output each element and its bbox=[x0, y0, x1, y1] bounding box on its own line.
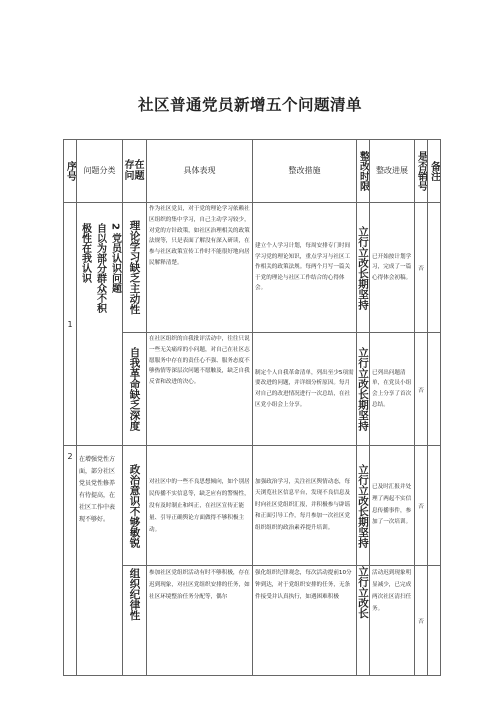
category-line: 2 党员认识问题 bbox=[109, 223, 121, 294]
row-completed: 否 bbox=[415, 446, 428, 566]
category-line: 极性在我认识 bbox=[79, 223, 91, 283]
row-deadline: 立行立改长 bbox=[357, 566, 370, 676]
row-manifestation: 参加社区党组织活动有时不够积极，存在迟到现象，对社区党组织安排的任务，如社区环境整治任务分配等，偶尔 bbox=[147, 566, 253, 676]
header-note: 备注 bbox=[428, 140, 441, 203]
row-measures: 强化组织纪律观念，每次活动提前10分钟到达，对于党组织安排的任务，无条件接受并认真执行，如遇困难积极 bbox=[253, 566, 357, 676]
row-problem: 自我革命缺乏深度 bbox=[123, 333, 147, 446]
row-deadline: 立行立改长期坚持 bbox=[357, 203, 370, 333]
header-category: 问题分类 bbox=[77, 140, 123, 203]
row-completed: 否 bbox=[415, 333, 428, 446]
row-progress: 活动迟到现象明显减少，已完成两次社区清扫任务。 bbox=[370, 566, 415, 676]
row-problem: 政治意识不够敏锐 bbox=[123, 446, 147, 566]
row-seq: 2 bbox=[64, 446, 77, 676]
header-manifestation: 具体表现 bbox=[147, 140, 253, 203]
row-category bbox=[77, 203, 123, 446]
row-note bbox=[428, 446, 441, 566]
row-manifestation: 对社区中的一些不良思想倾向，如个别居民传播不实信息等，缺乏应有的警惕性，没有及时制止和纠正，在社区宣传正能量、引导正确舆论方面做得不够积极主动。 bbox=[147, 446, 253, 566]
row-seq: 1 bbox=[64, 203, 77, 446]
row-manifestation: 在社区组织的自我批评活动中，往往只说一些无关痛痒的小问题，对自己在社区志愿服务中存在的责任心不强、服务态度不够热情等深层次问题不愿触及，缺乏自我反省和改进的决心。 bbox=[147, 333, 253, 446]
header-seq: 序号 bbox=[64, 140, 77, 203]
row-note bbox=[428, 566, 441, 676]
header-problem: 存在问题 bbox=[123, 140, 147, 203]
row-progress: 已开始按计划学习，完成了一篇心得体会初稿。 bbox=[370, 203, 415, 333]
row-measures: 加强政治学习，关注社区舆情动态，每天浏览社区信息平台，发现不良信息及时向社区党组织汇报，并积极参与辟谣和正面引导工作，每月参加一次社区党组织组织的政治素养提升培训。 bbox=[253, 446, 357, 566]
category-line: 自以为部分群众不积 bbox=[94, 223, 106, 313]
row-completed: 否 bbox=[415, 203, 428, 333]
header-completed: 是否销号 bbox=[415, 140, 428, 203]
row-manifestation: 作为社区党员，对于党的理论学习依赖社区组织的集中学习，自己主动学习较少，对党的方针政策，如社区治理相关的政策法规等，只是表面了解没有深入研读，在参与社区政策宣传工作时不能很好地向居民解释清楚。 bbox=[147, 203, 253, 333]
problem-table bbox=[63, 139, 441, 676]
row-deadline: 立行立改长期坚持 bbox=[357, 446, 370, 566]
row-progress: 已列出问题清单，在党员小组会上分享了首次总结。 bbox=[370, 333, 415, 446]
row-progress: 已及时汇报并处理了两起不实信息传播事件，参加了一次培训。 bbox=[370, 446, 415, 566]
row-problem: 理论学习缺乏主动性 bbox=[123, 203, 147, 333]
row-note bbox=[428, 203, 441, 333]
page-title: 社区普通党员新增五个问题清单 bbox=[137, 96, 362, 114]
row-measures: 制定个人自我革命清单，列出至少5项需要改进的问题，并详细分析原因。每月对自己的改进情况进行一次总结，在社区党小组会上分享。 bbox=[253, 333, 357, 446]
header-row bbox=[64, 140, 441, 203]
row-note bbox=[428, 333, 441, 446]
row-completed: 否 bbox=[415, 566, 428, 676]
table-row bbox=[64, 446, 441, 566]
row-category: 在增强党性方面，部分社区党员党性修养有待提高，在社区工作中表现不够好。 bbox=[77, 446, 123, 676]
row-problem: 组织纪律性 bbox=[123, 566, 147, 676]
header-progress: 整改进展 bbox=[370, 140, 415, 203]
header-deadline: 整改时限 bbox=[357, 140, 370, 203]
row-measures: 建立个人学习计划，每周安排专门时间学习党的理论知识，重点学习与社区工作相关的政策法规。每两个月写一篇关于党的理论与社区工作结合的心得体会。 bbox=[253, 203, 357, 333]
row-deadline: 立行立改长期坚持 bbox=[357, 333, 370, 446]
header-measures: 整改措施 bbox=[253, 140, 357, 203]
table-row bbox=[64, 203, 441, 333]
